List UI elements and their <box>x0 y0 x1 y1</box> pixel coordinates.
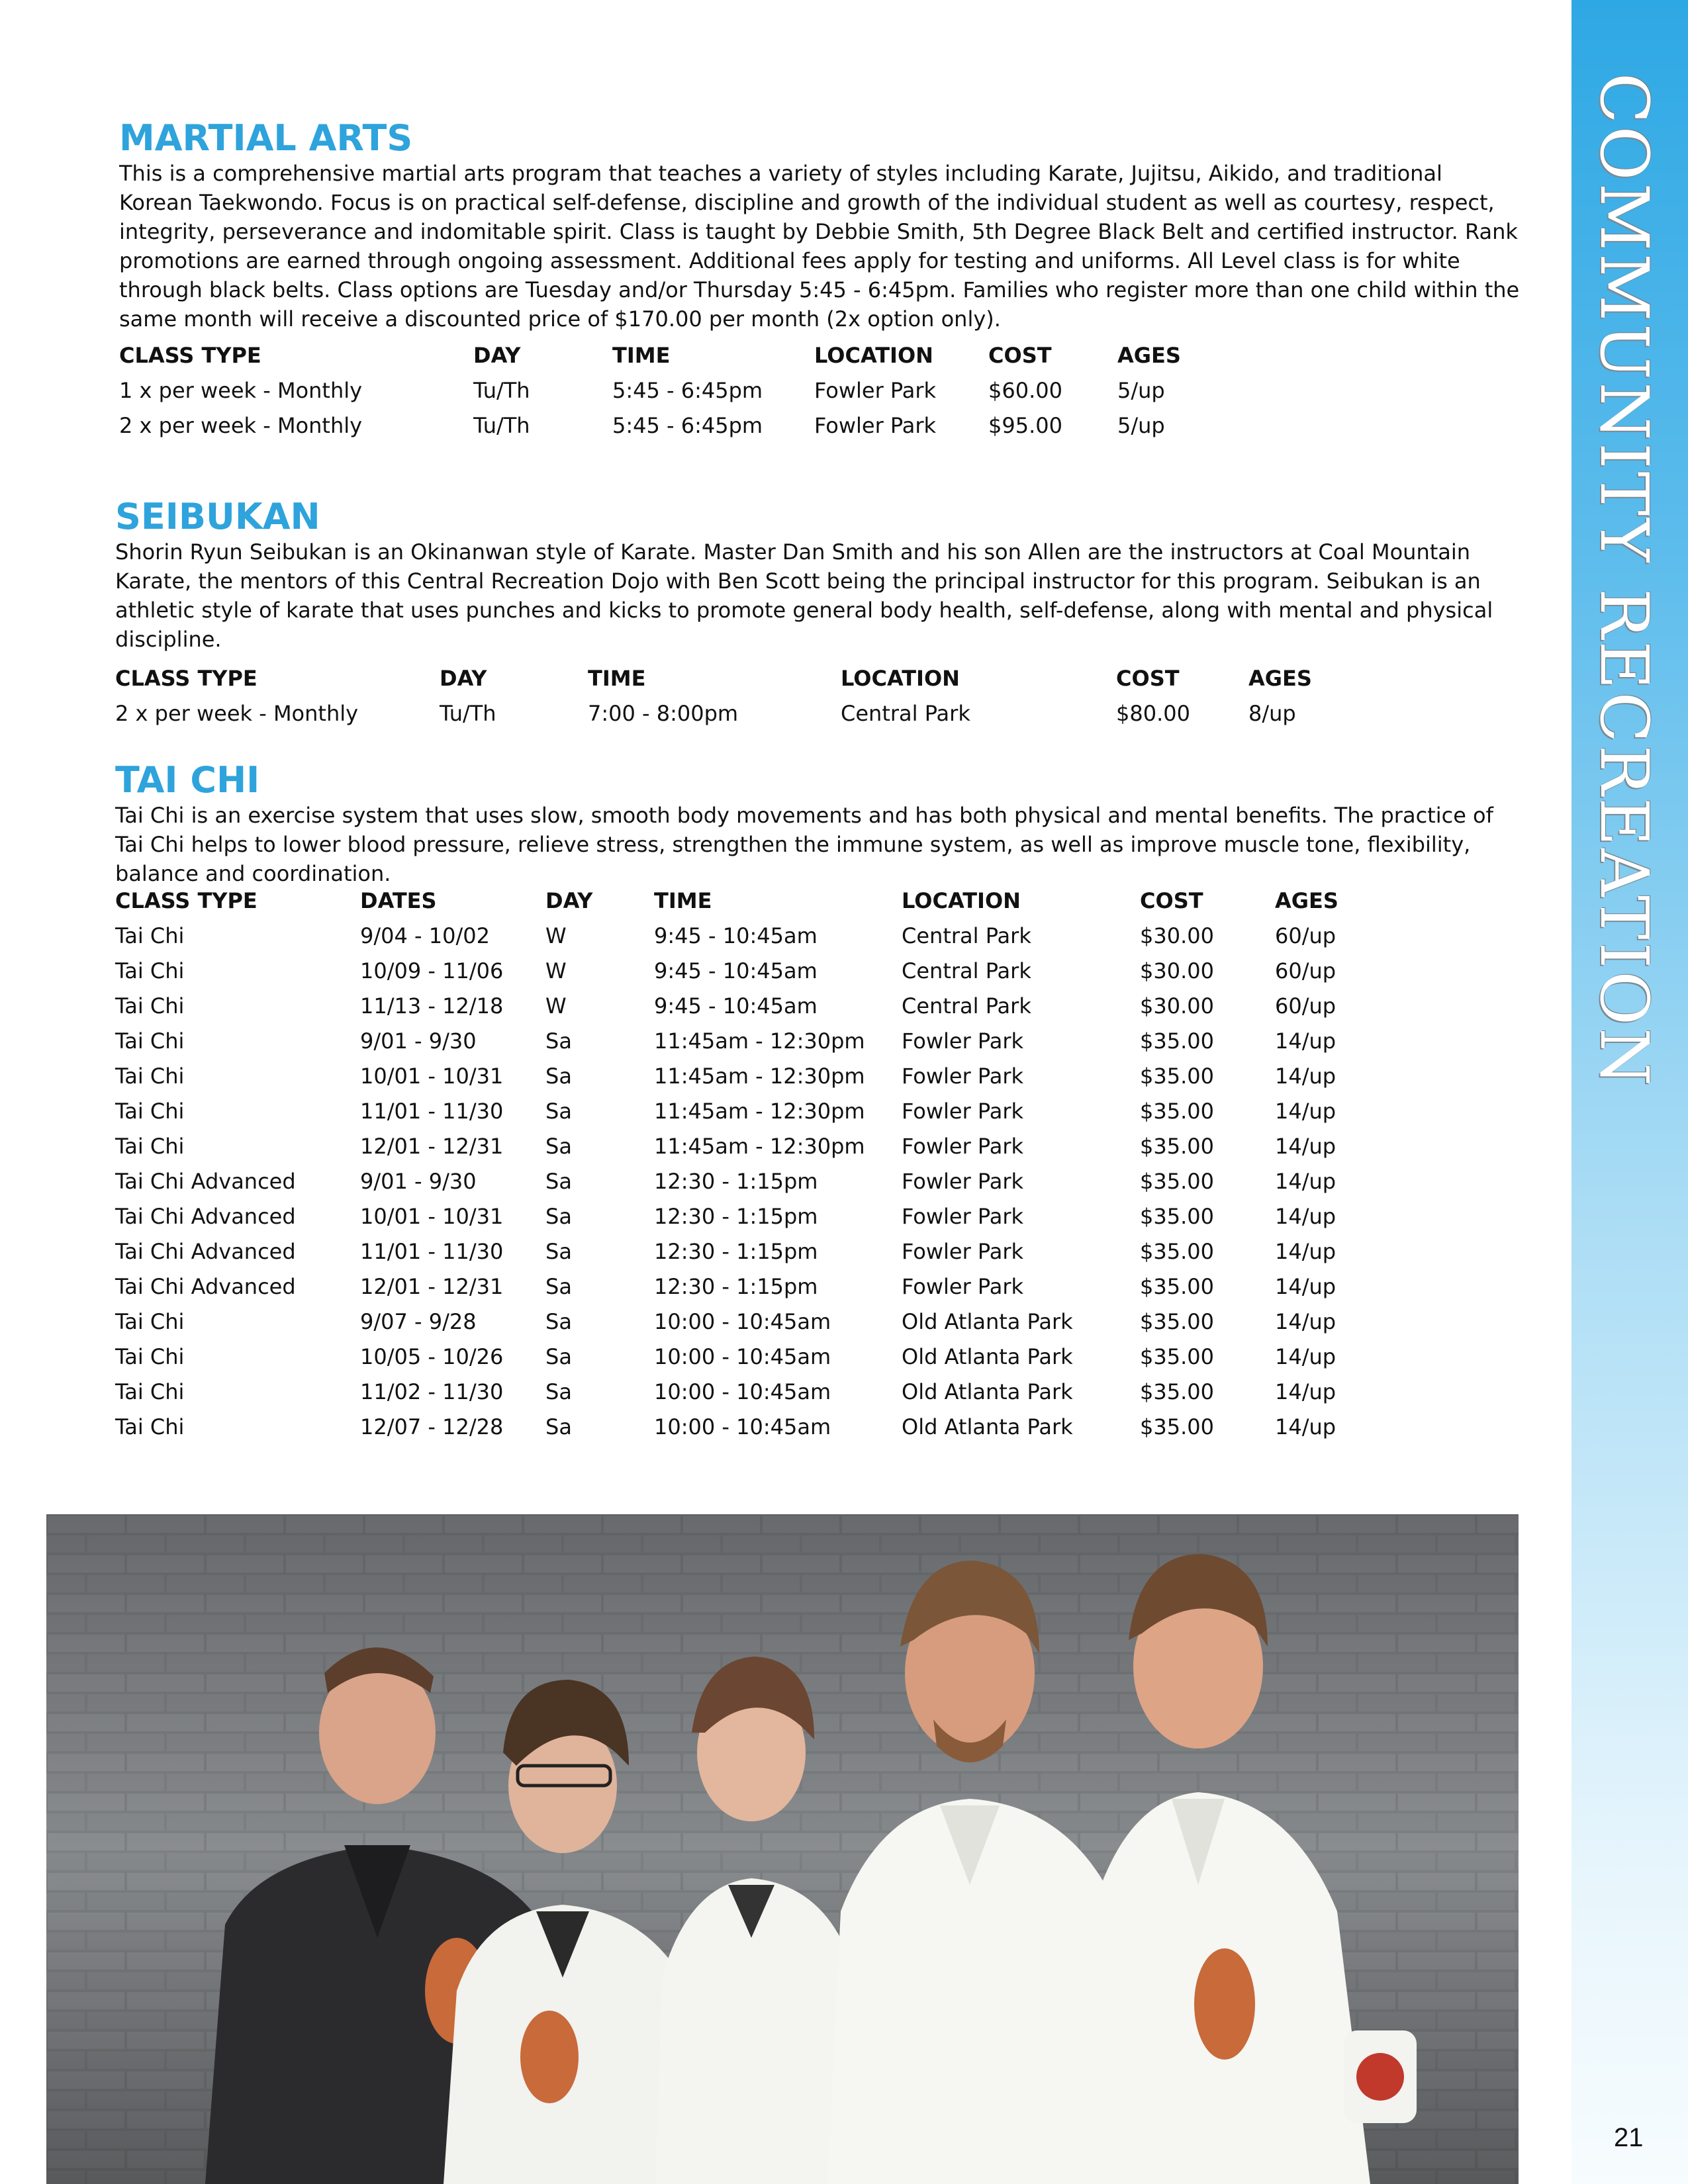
table-cell: Tai Chi Advanced <box>115 1169 296 1194</box>
table-row <box>119 413 1523 448</box>
column-header: LOCATION <box>841 666 960 691</box>
table-cell: $35.00 <box>1140 1204 1214 1229</box>
table-cell: 10:00 - 10:45am <box>654 1379 831 1404</box>
table-cell: Tai Chi <box>115 923 185 948</box>
table-row <box>115 1274 1519 1309</box>
table-cell: 9:45 - 10:45am <box>654 923 818 948</box>
column-header: DATES <box>360 888 437 913</box>
table-cell: $35.00 <box>1140 1064 1214 1089</box>
table-cell: $35.00 <box>1140 1274 1214 1299</box>
table-cell: Sa <box>545 1064 572 1089</box>
table-cell: Central Park <box>902 993 1031 1019</box>
table-cell: 2 x per week - Monthly <box>119 413 363 438</box>
table-row <box>115 1169 1519 1204</box>
table-cell: $60.00 <box>988 378 1062 403</box>
table-cell: 14/up <box>1275 1379 1336 1404</box>
seibukan-section <box>115 496 1519 736</box>
martial-arts-schedule-table <box>119 343 1523 448</box>
column-header: DAY <box>473 343 521 368</box>
section-title: MARTIAL ARTS <box>119 117 413 159</box>
column-header: COST <box>1116 666 1180 691</box>
table-row <box>115 1204 1519 1239</box>
table-cell: 12/01 - 12/31 <box>360 1134 504 1159</box>
section-title: TAI CHI <box>115 759 260 801</box>
table-row <box>115 1379 1519 1414</box>
table-cell: Tai Chi <box>115 1134 185 1159</box>
table-row <box>115 1414 1519 1449</box>
table-cell: 9/01 - 9/30 <box>360 1028 477 1054</box>
table-cell: 10:00 - 10:45am <box>654 1414 831 1439</box>
table-cell: W <box>545 958 567 983</box>
table-cell: Sa <box>545 1414 572 1439</box>
table-cell: 60/up <box>1275 993 1336 1019</box>
column-header: DAY <box>440 666 487 691</box>
table-cell: 11/01 - 11/30 <box>360 1099 504 1124</box>
tai-chi-section <box>115 760 1519 1449</box>
seibukan-schedule-table <box>115 666 1519 736</box>
table-cell: $80.00 <box>1116 701 1190 726</box>
column-header: AGES <box>1248 666 1312 691</box>
table-cell: $35.00 <box>1140 1414 1214 1439</box>
table-cell: W <box>545 993 567 1019</box>
table-row <box>115 1028 1519 1064</box>
table-row <box>119 378 1523 413</box>
table-row <box>115 1344 1519 1379</box>
column-header: AGES <box>1117 343 1181 368</box>
column-header: DAY <box>545 888 593 913</box>
table-cell: 9:45 - 10:45am <box>654 958 818 983</box>
table-cell: Sa <box>545 1239 572 1264</box>
table-cell: $35.00 <box>1140 1134 1214 1159</box>
table-cell: $35.00 <box>1140 1169 1214 1194</box>
column-header: CLASS TYPE <box>115 666 258 691</box>
table-cell: 11/13 - 12/18 <box>360 993 504 1019</box>
table-cell: Fowler Park <box>902 1169 1024 1194</box>
table-header-row <box>115 666 1519 701</box>
martial-arts-section <box>119 118 1523 448</box>
page-number: 21 <box>1614 2123 1644 2152</box>
table-cell: Tai Chi Advanced <box>115 1274 296 1299</box>
table-cell: Sa <box>545 1274 572 1299</box>
table-cell: 12:30 - 1:15pm <box>654 1204 818 1229</box>
table-cell: Tai Chi <box>115 1064 185 1089</box>
table-cell: Tai Chi <box>115 958 185 983</box>
table-row <box>115 1064 1519 1099</box>
section-description: This is a comprehensive martial arts program that teaches a variety of styles including Karate, Jujitsu, Aikido, and traditional Korean Taekwondo. Focus is on practical self-defense, discipline and growth of the individual student as well as courtesy, respect, integrity, perseverance and indomitable spirit. Class is taught by Debbie Smith, 5th Degree Black Belt and certified instructor. Rank promotions are earned through ongoing assessment. Additional fees apply for testing and uniforms. All Level class is for white through black belts. Class options are Tuesday and/or Thursday 5:45 - 6:45pm. Families who register more than one child within the same month will receive a discounted price of $170.00 per month (2x option only). <box>119 161 1520 332</box>
table-cell: Fowler Park <box>814 378 937 403</box>
table-cell: Fowler Park <box>902 1134 1024 1159</box>
table-cell: $95.00 <box>988 413 1062 438</box>
table-cell: 8/up <box>1248 701 1296 726</box>
column-header: LOCATION <box>814 343 933 368</box>
table-row <box>115 1099 1519 1134</box>
group-photo <box>46 1514 1519 2184</box>
table-cell: $35.00 <box>1140 1344 1214 1369</box>
section-title: SEIBUKAN <box>115 496 320 537</box>
table-cell: Fowler Park <box>902 1274 1024 1299</box>
table-cell: $35.00 <box>1140 1379 1214 1404</box>
table-cell: Fowler Park <box>902 1099 1024 1124</box>
table-cell: 14/up <box>1275 1414 1336 1439</box>
table-cell: Central Park <box>902 958 1031 983</box>
table-cell: 11:45am - 12:30pm <box>654 1134 865 1159</box>
table-cell: 14/up <box>1275 1099 1336 1124</box>
table-cell: 14/up <box>1275 1028 1336 1054</box>
table-cell: Fowler Park <box>902 1064 1024 1089</box>
side-banner-title: COMMUNITY RECREATION <box>1585 73 1663 1089</box>
table-cell: Sa <box>545 1169 572 1194</box>
column-header: AGES <box>1275 888 1338 913</box>
table-cell: 9/01 - 9/30 <box>360 1169 477 1194</box>
column-header: CLASS TYPE <box>115 888 258 913</box>
table-cell: 2 x per week - Monthly <box>115 701 359 726</box>
table-cell: Sa <box>545 1344 572 1369</box>
table-cell: Old Atlanta Park <box>902 1414 1073 1439</box>
table-cell: 14/up <box>1275 1309 1336 1334</box>
table-cell: Old Atlanta Park <box>902 1379 1073 1404</box>
table-cell: 9/04 - 10/02 <box>360 923 490 948</box>
table-cell: 14/up <box>1275 1204 1336 1229</box>
table-cell: 7:00 - 8:00pm <box>588 701 739 726</box>
table-cell: Tai Chi <box>115 1414 185 1439</box>
table-header-row <box>119 343 1523 378</box>
table-cell: 12:30 - 1:15pm <box>654 1169 818 1194</box>
table-cell: 5/up <box>1117 378 1165 403</box>
table-cell: Sa <box>545 1028 572 1054</box>
table-cell: 1 x per week - Monthly <box>119 378 363 403</box>
table-cell: 12/01 - 12/31 <box>360 1274 504 1299</box>
table-cell: 10/01 - 10/31 <box>360 1064 504 1089</box>
table-cell: 5/up <box>1117 413 1165 438</box>
table-cell: $30.00 <box>1140 958 1214 983</box>
table-cell: 14/up <box>1275 1239 1336 1264</box>
table-cell: Tu/Th <box>473 413 530 438</box>
table-cell: 10/01 - 10/31 <box>360 1204 504 1229</box>
table-cell: $35.00 <box>1140 1309 1214 1334</box>
table-cell: Tai Chi Advanced <box>115 1239 296 1264</box>
table-header-row <box>115 888 1519 923</box>
column-header: TIME <box>654 888 712 913</box>
table-cell: Fowler Park <box>902 1204 1024 1229</box>
table-cell: 14/up <box>1275 1169 1336 1194</box>
table-cell: Sa <box>545 1379 572 1404</box>
table-cell: 11:45am - 12:30pm <box>654 1099 865 1124</box>
table-cell: Fowler Park <box>902 1239 1024 1264</box>
table-cell: Sa <box>545 1099 572 1124</box>
table-cell: Tai Chi <box>115 1309 185 1334</box>
table-cell: 12:30 - 1:15pm <box>654 1239 818 1264</box>
table-row <box>115 701 1519 736</box>
table-cell: Tai Chi <box>115 1099 185 1124</box>
table-cell: 10/05 - 10/26 <box>360 1344 504 1369</box>
section-description: Shorin Ryun Seibukan is an Okinanwan style of Karate. Master Dan Smith and his son Allen are the instructors at Coal Mountain Karate, the mentors of this Central Recreation Dojo with Ben Scott being the principal instructor for this program. Seibukan is an athletic style of karate that uses punches and kicks to promote general body health, self-defense, along with mental and physical discipline. <box>115 539 1493 652</box>
section-description: Tai Chi is an exercise system that uses slow, smooth body movements and has both physical and mental benefits. The practice of Tai Chi helps to lower blood pressure, relieve stress, strengthen the immune system, as well as improve muscle tone, flexibility, balance and coordination. <box>115 803 1493 886</box>
table-cell: 12:30 - 1:15pm <box>654 1274 818 1299</box>
table-cell: 9:45 - 10:45am <box>654 993 818 1019</box>
column-header: COST <box>988 343 1052 368</box>
table-cell: 14/up <box>1275 1064 1336 1089</box>
tai-chi-schedule-table <box>115 888 1519 1449</box>
table-row <box>115 958 1519 993</box>
column-header: LOCATION <box>902 888 1021 913</box>
table-cell: 9/07 - 9/28 <box>360 1309 477 1334</box>
table-row <box>115 1134 1519 1169</box>
column-header: CLASS TYPE <box>119 343 261 368</box>
table-row <box>115 1239 1519 1274</box>
table-cell: 10:00 - 10:45am <box>654 1344 831 1369</box>
table-cell: 10:00 - 10:45am <box>654 1309 831 1334</box>
table-cell: Central Park <box>841 701 970 726</box>
table-cell: $35.00 <box>1140 1028 1214 1054</box>
table-cell: 11/01 - 11/30 <box>360 1239 504 1264</box>
table-cell: Tai Chi <box>115 1379 185 1404</box>
table-cell: W <box>545 923 567 948</box>
table-cell: Tu/Th <box>473 378 530 403</box>
table-cell: 5:45 - 6:45pm <box>612 413 763 438</box>
table-cell: Tai Chi <box>115 993 185 1019</box>
table-cell: 5:45 - 6:45pm <box>612 378 763 403</box>
table-cell: 14/up <box>1275 1344 1336 1369</box>
table-cell: 11:45am - 12:30pm <box>654 1064 865 1089</box>
table-row <box>115 1309 1519 1344</box>
table-cell: 11:45am - 12:30pm <box>654 1028 865 1054</box>
table-cell: Sa <box>545 1309 572 1334</box>
table-cell: Old Atlanta Park <box>902 1309 1073 1334</box>
table-cell: Central Park <box>902 923 1031 948</box>
table-cell: Tai Chi <box>115 1028 185 1054</box>
table-cell: Tu/Th <box>440 701 496 726</box>
table-cell: Old Atlanta Park <box>902 1344 1073 1369</box>
table-cell: 14/up <box>1275 1134 1336 1159</box>
table-cell: 11/02 - 11/30 <box>360 1379 504 1404</box>
table-cell: $35.00 <box>1140 1239 1214 1264</box>
table-cell: Tai Chi <box>115 1344 185 1369</box>
table-cell: $35.00 <box>1140 1099 1214 1124</box>
table-cell: Sa <box>545 1134 572 1159</box>
table-cell: $30.00 <box>1140 923 1214 948</box>
table-cell: 14/up <box>1275 1274 1336 1299</box>
table-row <box>115 993 1519 1028</box>
table-cell: Fowler Park <box>814 413 937 438</box>
table-cell: 12/07 - 12/28 <box>360 1414 504 1439</box>
table-cell: Tai Chi Advanced <box>115 1204 296 1229</box>
table-cell: 10/09 - 11/06 <box>360 958 504 983</box>
table-cell: Fowler Park <box>902 1028 1024 1054</box>
column-header: TIME <box>588 666 646 691</box>
column-header: TIME <box>612 343 671 368</box>
table-cell: 60/up <box>1275 923 1336 948</box>
table-cell: Sa <box>545 1204 572 1229</box>
table-cell: 60/up <box>1275 958 1336 983</box>
column-header: COST <box>1140 888 1203 913</box>
table-row <box>115 923 1519 958</box>
table-cell: $30.00 <box>1140 993 1214 1019</box>
